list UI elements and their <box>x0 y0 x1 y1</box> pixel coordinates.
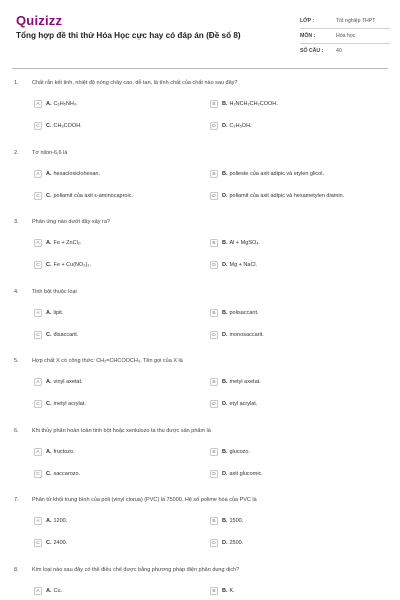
question-stem <box>14 567 386 577</box>
option-letter: A. <box>46 240 52 246</box>
option-letter: D. <box>222 193 228 199</box>
option-text: CH₃COOH. <box>53 123 82 129</box>
answer-option[interactable] <box>34 100 78 108</box>
option-text: 1500. <box>229 518 244 524</box>
option-letter: A. <box>46 171 52 177</box>
answer-option[interactable] <box>34 448 75 456</box>
question-text: Khi thủy phân hoàn toàn tinh bột hoặc xenlulozo ta thu được sản phẩm là <box>32 428 211 434</box>
option-checkbox[interactable]: C <box>34 539 42 547</box>
header-divider <box>12 68 388 69</box>
question-stem <box>14 150 386 160</box>
option-text: saccarozo. <box>53 471 81 477</box>
quizizz-logo: Quizizz <box>16 13 63 28</box>
option-letter: C. <box>46 262 52 268</box>
option-text: Mg + NaCl. <box>229 262 258 268</box>
question-stem <box>14 428 386 438</box>
answer-option[interactable] <box>210 309 259 317</box>
option-text: hexacloxiclohexan. <box>53 171 100 177</box>
option-checkbox[interactable]: D <box>210 539 218 547</box>
question-stem <box>14 80 386 90</box>
option-letter: B. <box>222 171 228 177</box>
option-text: poliamit của axit ε-aminocaproic. <box>53 193 133 199</box>
option-checkbox[interactable]: C <box>34 331 42 339</box>
option-text: C₂H₅OH. <box>229 123 252 129</box>
option-checkbox[interactable]: B <box>210 378 218 386</box>
question-stem <box>14 289 386 299</box>
option-text: metyl acrylat. <box>53 401 86 407</box>
question-text: Hợp chất X có công thức: CH₂=CHCOOCH₃. Tên gọi của X là <box>32 358 183 364</box>
option-text: fructozo. <box>53 449 75 455</box>
option-text: Cu. <box>53 588 63 594</box>
option-checkbox[interactable]: C <box>34 192 42 200</box>
option-letter: C. <box>46 540 52 546</box>
option-letter: B. <box>222 310 228 316</box>
question-block <box>14 497 386 546</box>
option-checkbox[interactable]: B <box>210 239 218 247</box>
answer-option[interactable] <box>34 400 86 408</box>
option-text: Al + MgSO₄. <box>229 240 261 246</box>
question-stem <box>14 497 386 507</box>
question-number: 1. <box>14 80 19 86</box>
info-value: Hóa học <box>336 33 356 39</box>
option-checkbox[interactable]: B <box>210 170 218 178</box>
answer-option[interactable] <box>210 539 243 547</box>
answer-option[interactable] <box>34 122 82 130</box>
option-letter: D. <box>222 262 228 268</box>
question-block <box>14 567 386 594</box>
answer-option[interactable] <box>34 539 67 547</box>
question-block <box>14 289 386 338</box>
question-block <box>14 219 386 268</box>
info-value: 40 <box>336 48 342 54</box>
question-block <box>14 80 386 129</box>
option-checkbox[interactable]: A <box>34 587 42 595</box>
option-letter: B. <box>222 101 228 107</box>
question-number: 4. <box>14 289 19 295</box>
option-checkbox[interactable]: C <box>34 470 42 478</box>
question-text: Phân tử khối trung bình của poli (vinyl clorua) (PVC) là 75000. Hệ số polime hóa của PVC là <box>32 497 257 503</box>
option-letter: B. <box>222 588 228 594</box>
question-number: 6. <box>14 428 19 434</box>
option-letter: A. <box>46 588 52 594</box>
option-checkbox[interactable]: B <box>210 587 218 595</box>
option-checkbox[interactable]: C <box>34 122 42 130</box>
question-block <box>14 150 386 199</box>
option-checkbox[interactable]: C <box>34 261 42 269</box>
question-number: 8. <box>14 567 19 573</box>
answer-option[interactable] <box>34 261 91 269</box>
answer-option[interactable] <box>210 470 263 478</box>
answer-option[interactable] <box>210 122 252 130</box>
answer-option[interactable] <box>210 100 278 108</box>
answer-option[interactable] <box>34 587 62 595</box>
option-text: poliamit của axit adipic và hexametylen diamin. <box>229 193 345 199</box>
option-checkbox[interactable]: A <box>34 517 42 525</box>
option-text: K. <box>229 588 235 594</box>
option-letter: D. <box>222 540 228 546</box>
question-number: 2. <box>14 150 19 156</box>
answer-option[interactable] <box>34 517 67 525</box>
option-letter: B. <box>222 240 228 246</box>
option-text: 1200. <box>53 518 68 524</box>
question-stem <box>14 358 386 368</box>
option-letter: B. <box>222 449 228 455</box>
option-text: C₆H₅NH₂. <box>53 101 78 107</box>
option-checkbox[interactable]: A <box>34 378 42 386</box>
answer-option[interactable] <box>34 309 63 317</box>
question-text: Chất rắn kết tinh, nhiệt độ nóng chảy cao, dễ tan, là tính chất của chất nào sau đây? <box>32 80 238 86</box>
option-checkbox[interactable]: D <box>210 192 218 200</box>
answer-option[interactable] <box>34 331 78 339</box>
option-letter: A. <box>46 518 52 524</box>
option-text: polisaccarit. <box>229 310 259 316</box>
option-text: 2500. <box>229 540 244 546</box>
option-checkbox[interactable]: B <box>210 448 218 456</box>
option-letter: A. <box>46 101 52 107</box>
answer-option[interactable] <box>210 587 235 595</box>
option-text: 2400. <box>53 540 68 546</box>
answer-option[interactable] <box>34 239 81 247</box>
question-text: Tinh bột thuộc loại <box>32 289 77 295</box>
option-letter: D. <box>222 401 228 407</box>
question-text: Phản ứng nào dưới đây xảy ra? <box>32 219 110 225</box>
question-number: 7. <box>14 497 19 503</box>
option-checkbox[interactable]: B <box>210 517 218 525</box>
option-checkbox[interactable]: D <box>210 331 218 339</box>
option-text: lipit. <box>53 310 64 316</box>
answer-option[interactable] <box>210 170 324 178</box>
option-letter: C. <box>46 193 52 199</box>
option-text: Fe + ZnCl₂. <box>53 240 82 246</box>
answer-option[interactable] <box>210 239 260 247</box>
option-letter: D. <box>222 471 228 477</box>
question-stem <box>14 219 386 229</box>
option-text: glucozo. <box>229 449 250 455</box>
question-block <box>14 358 386 407</box>
option-checkbox[interactable]: A <box>34 170 42 178</box>
answer-option[interactable] <box>34 170 100 178</box>
option-checkbox[interactable]: A <box>34 448 42 456</box>
option-letter: B. <box>222 379 228 385</box>
option-text: etyl acrylat. <box>229 401 258 407</box>
answer-option[interactable] <box>34 470 80 478</box>
option-letter: A. <box>46 379 52 385</box>
option-checkbox[interactable]: D <box>210 400 218 408</box>
info-label: LỚP : <box>300 18 315 24</box>
option-checkbox[interactable]: D <box>210 122 218 130</box>
option-letter: C. <box>46 471 52 477</box>
option-text: polieste của axit adipic và etylen glicol. <box>229 171 324 177</box>
option-letter: D. <box>222 332 228 338</box>
option-checkbox[interactable]: A <box>34 100 42 108</box>
option-checkbox[interactable]: B <box>210 309 218 317</box>
answer-option[interactable] <box>210 331 264 339</box>
option-checkbox[interactable]: B <box>210 100 218 108</box>
info-table <box>300 14 390 58</box>
page-title: Tổng hợp đề thi thử Hóa Học cực hay có đáp án (Đề số 8) <box>16 31 241 40</box>
info-row-count <box>300 44 390 58</box>
option-text: đisaccarit. <box>53 332 79 338</box>
option-letter: D. <box>222 123 228 129</box>
info-row-subject <box>300 29 390 44</box>
answer-option[interactable] <box>210 261 257 269</box>
option-checkbox[interactable]: C <box>34 400 42 408</box>
option-letter: C. <box>46 123 52 129</box>
option-checkbox[interactable]: A <box>34 309 42 317</box>
option-letter: C. <box>46 401 52 407</box>
option-checkbox[interactable]: D <box>210 261 218 269</box>
option-checkbox[interactable]: D <box>210 470 218 478</box>
option-text: metyl axetat. <box>229 379 261 385</box>
answer-option[interactable] <box>210 448 250 456</box>
question-number: 3. <box>14 219 19 225</box>
answer-option[interactable] <box>210 378 261 386</box>
info-label: SỐ CÂU : <box>300 48 324 54</box>
option-letter: C. <box>46 332 52 338</box>
option-text: Fe + Cu(NO₃)₂. <box>53 262 92 268</box>
option-text: vinyl axetat. <box>53 379 83 385</box>
question-number: 5. <box>14 358 19 364</box>
option-text: monosaccarit. <box>229 332 264 338</box>
answer-option[interactable] <box>210 192 344 200</box>
option-checkbox[interactable]: A <box>34 239 42 247</box>
info-value: Tốt nghiệp THPT <box>336 18 376 24</box>
answer-option[interactable] <box>210 517 243 525</box>
question-block <box>14 428 386 477</box>
option-letter: B. <box>222 518 228 524</box>
answer-option[interactable] <box>210 400 257 408</box>
answer-option[interactable] <box>34 192 133 200</box>
question-text: Kim loại nào sau đây có thể điều chế được bằng phương pháp điện phân dung dịch? <box>32 567 240 573</box>
question-text: Tơ nilon-6,6 là <box>32 150 68 156</box>
answer-option[interactable] <box>34 378 83 386</box>
option-text: H₂NCH₂CH₂COOH. <box>229 101 278 107</box>
info-row-class <box>300 14 390 29</box>
info-label: MÔN : <box>300 33 316 39</box>
option-letter: A. <box>46 449 52 455</box>
option-text: axit glucomic. <box>229 471 263 477</box>
option-letter: A. <box>46 310 52 316</box>
